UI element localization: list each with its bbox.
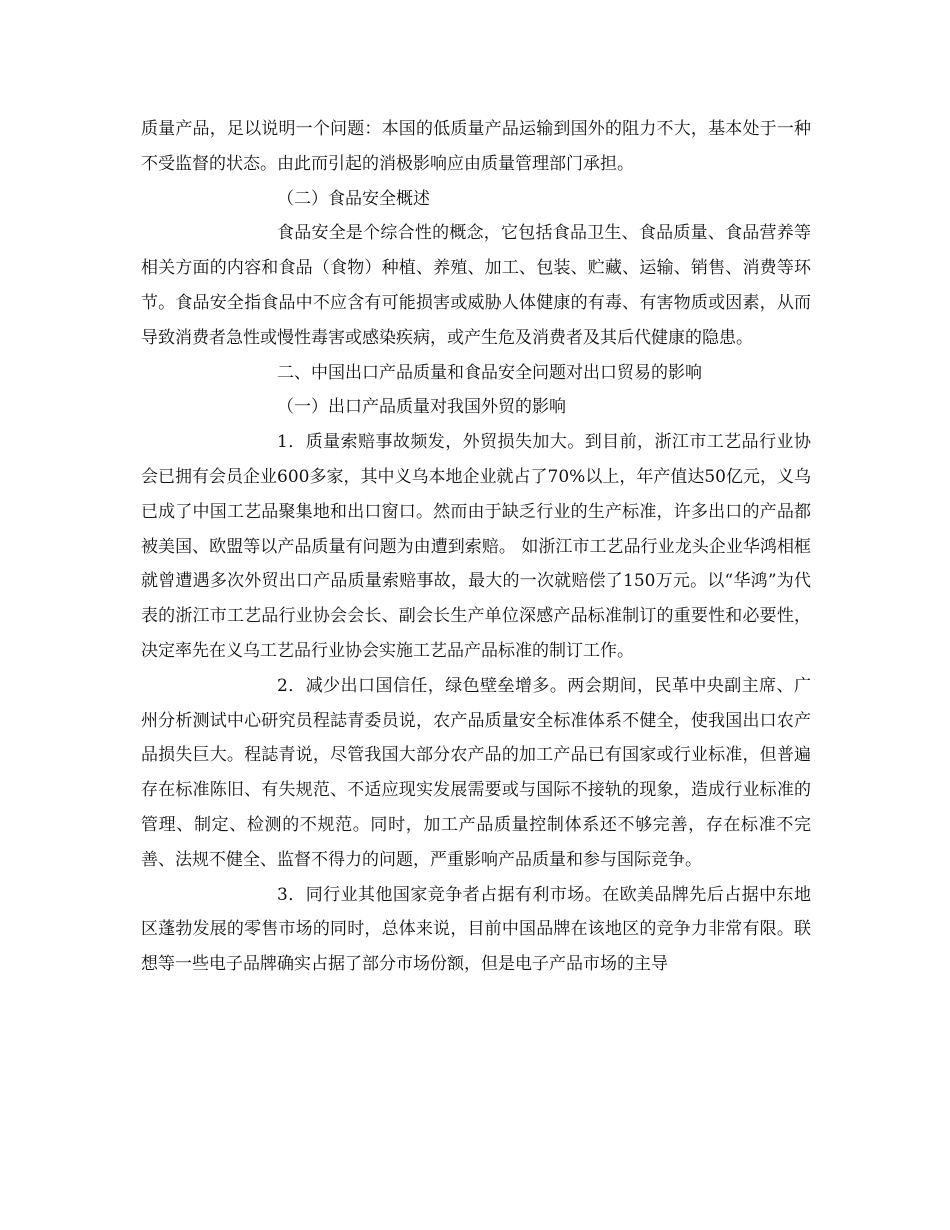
heading-section-two: 二、中国出口产品质量和食品安全问题对出口贸易的影响 (277, 362, 702, 383)
paragraph-item-1: 1．质量索赔事故频发，外贸损失加大。到目前，浙江市工艺品行业协会已拥有会员企业600多家，其中义乌本地企业就占了70%以上，年产值达50亿元，义乌已成了中国工艺品聚集地和出口窗口。然而由于缺乏行业的生产标准，许多出口的产品都被美国、欧盟等以产品质量有问题为由遭到索赔。 如浙江市工艺品行业龙头企业华鸿相框就曾遭遇多次外贸出口产品质量索赔事故，最大的一次就赔偿了150万元。以“华鸿”为代表的浙江市工艺品行业协会会长、副会长生产单位深感产品标准制订的重要性和必要性，决定率先在义乌工艺品行业协会实施工艺品产品标准的制订工作。 (141, 432, 811, 661)
document-page (141, 112, 811, 982)
heading-food-safety-overview: （二）食品安全概述 (277, 188, 430, 209)
heading-export-quality-impact: （一）出口产品质量对我国外贸的影响 (277, 397, 566, 418)
paragraph-quality-intro: 质量产品，足以说明一个问题：本国的低质量产品运输到国外的阻力不大，基本处于一种不受监督的状态。由此而引起的消极影响应由质量管理部门承担。 (141, 119, 811, 174)
paragraph-item-3: 3．同行业其他国家竞争者占据有利市场。在欧美品牌先后占据中东地区蓬勃发展的零售市场的同时，总体来说，目前中国品牌在该地区的竞争力非常有限。联想等一些电子品牌确实占据了部分市场份额，但是电子产品市场的主导 (141, 884, 811, 975)
paragraph-item-2: 2．减少出口国信任，绿色壁垒增多。两会期间，民革中央副主席、广州分析测试中心研究员程誌青委员说，农产品质量安全标准体系不健全，使我国出口农产品损失巨大。程誌青说，尽管我国大部分农产品的加工产品已有国家或行业标准，但普遍存在标准陈旧、有失规范、不适应现实发展需要或与国际不接轨的现象，造成行业标准的管理、制定、检测的不规范。同时，加工产品质量控制体系还不够完善，存在标准不完善、法规不健全、监督不得力的问题，严重影响产品质量和参与国际竞争。 (141, 675, 811, 870)
paragraph-food-safety-definition: 食品安全是个综合性的概念，它包括食品卫生、食品质量、食品营养等相关方面的内容和食品（食物）种植、养殖、加工、包装、贮藏、运输、销售、消费等环节。食品安全指食品中不应含有可能损害或威胁人体健康的有毒、有害物质或因素，从而导致消费者急性或慢性毒害或感染疾病，或产生危及消费者及其后代健康的隐患。 (141, 223, 811, 348)
